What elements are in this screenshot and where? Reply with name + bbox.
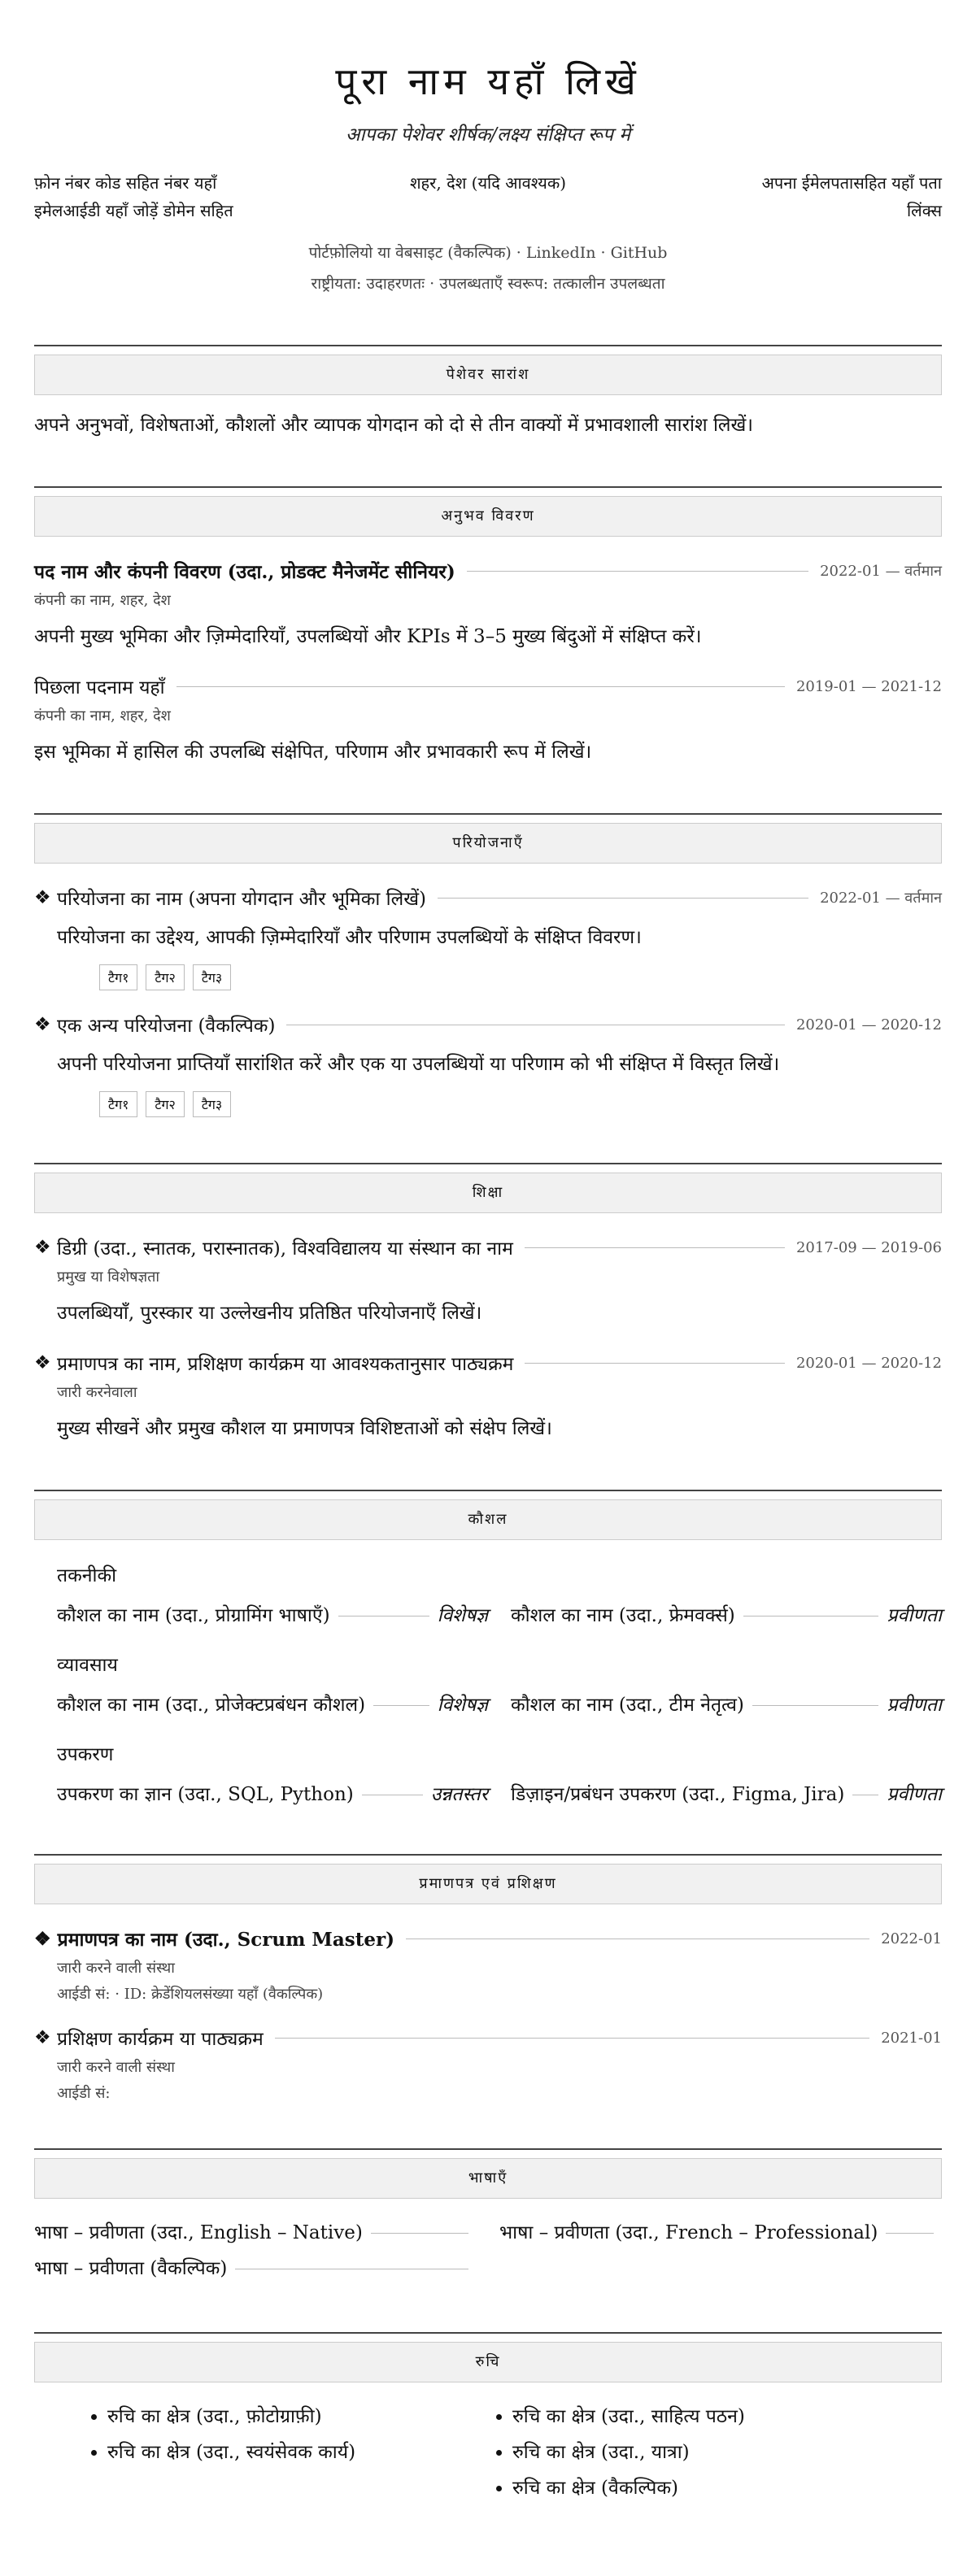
- entry-title: प्रमाणपत्र का नाम (उदा., Scrum Master): [57, 1929, 394, 1951]
- language-label: भाषा – प्रवीणता (वैकल्पिक): [34, 2258, 228, 2279]
- contact-phone: फ़ोन नंबर कोड सहित नंबर यहाँ: [34, 173, 217, 193]
- interest-list-left: [34, 2399, 488, 2506]
- section-heading: कौशल: [34, 1499, 942, 1540]
- skill-level: प्रवीणता: [887, 1695, 942, 1716]
- entry-subtitle: प्रमुख या विशेषज्ञता: [57, 1268, 160, 1286]
- leader-line: [525, 1363, 785, 1364]
- skill-grid: [34, 1602, 942, 1630]
- interest-item: • रुचि का क्षेत्र (उदा., फ़ोटोग्राफ़ी): [107, 2399, 488, 2435]
- contact-phone-2: इमेलआईडी यहाँ जोड़ें डोमेन सहित: [34, 201, 233, 220]
- tag: टैग१: [99, 1091, 137, 1117]
- cert-issuer: जारी करने वाली संस्था: [57, 1960, 175, 1977]
- education-section: [34, 1163, 942, 1444]
- diamond-bullet-icon: ❖: [34, 2027, 57, 2048]
- leader-line: [438, 898, 808, 899]
- entry-description: परियोजना का उद्देश्य, आपकी ज़िम्मेदारियाँ और परिणाम उपलब्धियों के संक्षिप्त विवरण।: [57, 927, 642, 948]
- project-entry: [34, 1012, 942, 1117]
- skill-name: कौशल का नाम (उदा., प्रोग्रामिंग भाषाएँ): [57, 1605, 330, 1626]
- language-label: भाषा – प्रवीणता (उदा., French – Professional): [499, 2222, 878, 2243]
- languages-section: [34, 2148, 942, 2287]
- profile-links[interactable]: पोर्टफ़ोलियो या वेबसाइट (वैकल्पिक) · LinkedIn · GitHub: [308, 244, 668, 262]
- contact-address: अपना ईमेलपतासहित यहाँ पता: [761, 173, 942, 193]
- skill-level: विशेषज्ञ: [437, 1695, 488, 1716]
- projects-section: [34, 813, 942, 1117]
- skill-level: उन्नतस्तर: [430, 1784, 488, 1805]
- section-heading: भाषाएँ: [34, 2158, 942, 2199]
- entry-description: अपनी परियोजना प्राप्तियाँ सारांशित करें और एक या उपलब्धियों या परिणाम को भी संक्षिप्त में विस्तृत लिखें।: [57, 1054, 780, 1075]
- skill-item: [57, 1602, 488, 1630]
- interest-item: • रुचि का क्षेत्र (उदा., यात्रा): [512, 2435, 942, 2470]
- leader-line: [176, 686, 785, 687]
- certifications-section: [34, 1854, 942, 2103]
- entry-title: डिग्री (उदा., स्नातक, परास्नातक), विश्वविद्यालय या संस्थान का नाम: [56, 1238, 513, 1260]
- entry-company: कंपनी का नाम, शहर, देश: [34, 707, 171, 724]
- tag: टैग२: [146, 964, 184, 990]
- skill-item: [511, 1602, 942, 1630]
- skill-level: प्रवीणता: [887, 1605, 942, 1626]
- section-heading: अनुभव विवरण: [34, 496, 942, 537]
- leader-line: [373, 1705, 429, 1706]
- resume-page: [34, 0, 942, 2506]
- interests-section: [34, 2332, 942, 2506]
- certification-entry: [34, 2025, 942, 2103]
- skill-level: विशेषज्ञ: [437, 1605, 488, 1626]
- skill-item: [511, 1781, 942, 1808]
- leader-line: [338, 1616, 429, 1617]
- language-item: [499, 2215, 942, 2251]
- tag-list: [99, 964, 942, 990]
- contact-location: शहर, देश (यदि आवश्यक): [409, 173, 567, 193]
- section-heading: पेशेवर सारांश: [34, 355, 942, 395]
- contact-address-2: लिंक्स: [906, 201, 942, 220]
- interest-item: • रुचि का क्षेत्र (वैकल्पिक): [512, 2470, 942, 2506]
- skill-category: व्यावसाय: [57, 1655, 118, 1676]
- entry-description: अपनी मुख्य भूमिका और ज़िम्मेदारियाँ, उपलब्धियों और KPIs में 3–5 मुख्य बिंदुओं में संक्षिप्त करें।: [34, 626, 702, 647]
- skill-name: डिज़ाइन/प्रबंधन उपकरण (उदा., Figma, Jira): [511, 1784, 845, 1805]
- entry-description: उपलब्धियाँँ, पुरस्कार या उल्लेखनीय प्रतिष्ठित परियोजनाएँ लिखें।: [57, 1303, 482, 1324]
- diamond-bullet-icon: ❖: [34, 1352, 57, 1373]
- section-heading: परियोजनाएँ: [34, 823, 942, 864]
- cert-id: आईडी सं:: [57, 2085, 111, 2102]
- section-heading: प्रमाणपत्र एवं प्रशिक्षण: [34, 1864, 942, 1904]
- entry-date: 2022-01: [881, 1930, 942, 1947]
- cert-id: आईडी सं: · ID: क्रेडेंशियलसंख्या यहाँ (वैकल्पिक): [57, 1986, 324, 2003]
- skill-item: [57, 1781, 488, 1808]
- skill-category: उपकरण: [57, 1744, 114, 1765]
- section-heading: शिक्षा: [34, 1173, 942, 1213]
- entry-title: प्रशिक्षण कार्यक्रम या पाठ्यक्रम: [56, 2029, 264, 2050]
- tag: टैग३: [193, 964, 231, 990]
- interest-columns: [34, 2399, 942, 2506]
- entry-description: इस भूमिका में हासिल की उपलब्धि संक्षेपित, परिणाम और प्रभावकारी रूप में लिखें।: [34, 742, 592, 763]
- summary-section: [34, 345, 942, 441]
- leader-line: [752, 1705, 879, 1706]
- full-name: पूरा नाम यहाँ लिखें: [335, 59, 641, 103]
- entry-date: 2021-01: [881, 2029, 942, 2047]
- entry-date: 2020-01 — 2020-12: [795, 1016, 942, 1033]
- education-entry: [34, 1350, 942, 1444]
- project-entry: [34, 885, 942, 990]
- diamond-bullet-icon: ❖: [34, 1237, 57, 1258]
- entry-date: 2022-01 — वर्तमान: [820, 890, 942, 907]
- experience-section: [34, 486, 942, 768]
- professional-subtitle: आपका पेशेवर शीर्षक/लक्ष्य संक्षिप्त रूप में: [346, 124, 630, 146]
- contact-row: [34, 169, 942, 224]
- language-item: [34, 2251, 477, 2287]
- skill-category: तकनीकी: [57, 1565, 117, 1586]
- leader-line: [525, 1247, 785, 1248]
- leader-line: [467, 571, 808, 572]
- tag: टैग३: [193, 1091, 231, 1117]
- leader-line: [371, 2233, 468, 2234]
- interest-list-right: [488, 2399, 942, 2506]
- experience-entry: [34, 673, 942, 768]
- entry-company: कंपनी का नाम, शहर, देश: [34, 592, 171, 609]
- skill-grid: [34, 1781, 942, 1808]
- skills-section: [34, 1490, 942, 1808]
- education-entry: [34, 1234, 942, 1329]
- summary-text: अपने अनुभवों, विशेषताओं, कौशलों और व्यापक योगदान को दो से तीन वाक्यों में प्रभावशाली सारांश लिखें।: [34, 415, 754, 436]
- skill-name: कौशल का नाम (उदा., फ्रेमवर्क्स): [511, 1605, 735, 1626]
- language-grid: [34, 2215, 942, 2287]
- entry-subtitle: जारी करनेवाला: [57, 1384, 137, 1401]
- certification-entry: [34, 1925, 942, 2004]
- skill-item: [57, 1691, 488, 1719]
- section-heading: रुचि: [34, 2342, 942, 2382]
- language-item: [34, 2215, 477, 2251]
- skill-name: उपकरण का ज्ञान (उदा., SQL, Python): [57, 1784, 354, 1805]
- entry-description: मुख्य सीखनें और प्रमुख कौशल या प्रमाणपत्र विशिष्टताओं को संक्षेप लिखें।: [57, 1418, 552, 1439]
- skill-level: प्रवीणता: [887, 1784, 942, 1805]
- experience-entry: [34, 558, 942, 652]
- skill-name: कौशल का नाम (उदा., टीम नेतृत्व): [511, 1695, 744, 1716]
- entry-title: प्रमाणपत्र का नाम, प्रशिक्षण कार्यक्रम या आवश्यकतानुसार पाठ्यक्रम: [56, 1354, 514, 1375]
- skill-grid: [34, 1691, 942, 1719]
- entry-title: पिछला पदनाम यहाँ: [34, 677, 165, 698]
- entry-title: पद नाम और कंपनी विवरण (उदा., प्रोडक्ट मैनेजमेंट सीनियर): [34, 561, 455, 583]
- skill-name: कौशल का नाम (उदा., प्रोजेक्टप्रबंधन कौशल): [57, 1695, 366, 1716]
- interest-item: • रुचि का क्षेत्र (उदा., साहित्य पठन): [512, 2399, 942, 2435]
- entry-title: एक अन्य परियोजना (वैकल्पिक): [56, 1016, 276, 1037]
- leader-line: [275, 2038, 869, 2039]
- cert-issuer: जारी करने वाली संस्था: [57, 2059, 175, 2076]
- diamond-bullet-icon: ❖: [34, 1014, 57, 1035]
- leader-line: [886, 2233, 934, 2234]
- entry-title: परियोजना का नाम (अपना योगदान और भूमिका लिखें): [56, 889, 427, 910]
- extra-info: राष्ट्रीयता: उदाहरणतः · उपलब्धताएँ स्वरूप: तत्कालीन उपलब्धता: [311, 275, 665, 293]
- tag-list: [99, 1091, 942, 1117]
- entry-date: 2017-09 — 2019-06: [795, 1238, 942, 1256]
- leader-line: [743, 1616, 879, 1617]
- tag: टैग१: [99, 964, 137, 990]
- interest-item: • रुचि का क्षेत्र (उदा., स्वयंसेवक कार्य): [107, 2435, 488, 2470]
- diamond-bullet-icon: ❖: [34, 1927, 58, 1950]
- language-label: भाषा – प्रवीणता (उदा., English – Native): [34, 2222, 363, 2243]
- entry-date: 2020-01 — 2020-12: [795, 1354, 942, 1372]
- entry-date: 2022-01 — वर्तमान: [820, 563, 942, 580]
- skill-item: [511, 1691, 942, 1719]
- entry-date: 2019-01 — 2021-12: [795, 677, 942, 695]
- diamond-bullet-icon: ❖: [34, 887, 57, 908]
- tag: टैग२: [146, 1091, 184, 1117]
